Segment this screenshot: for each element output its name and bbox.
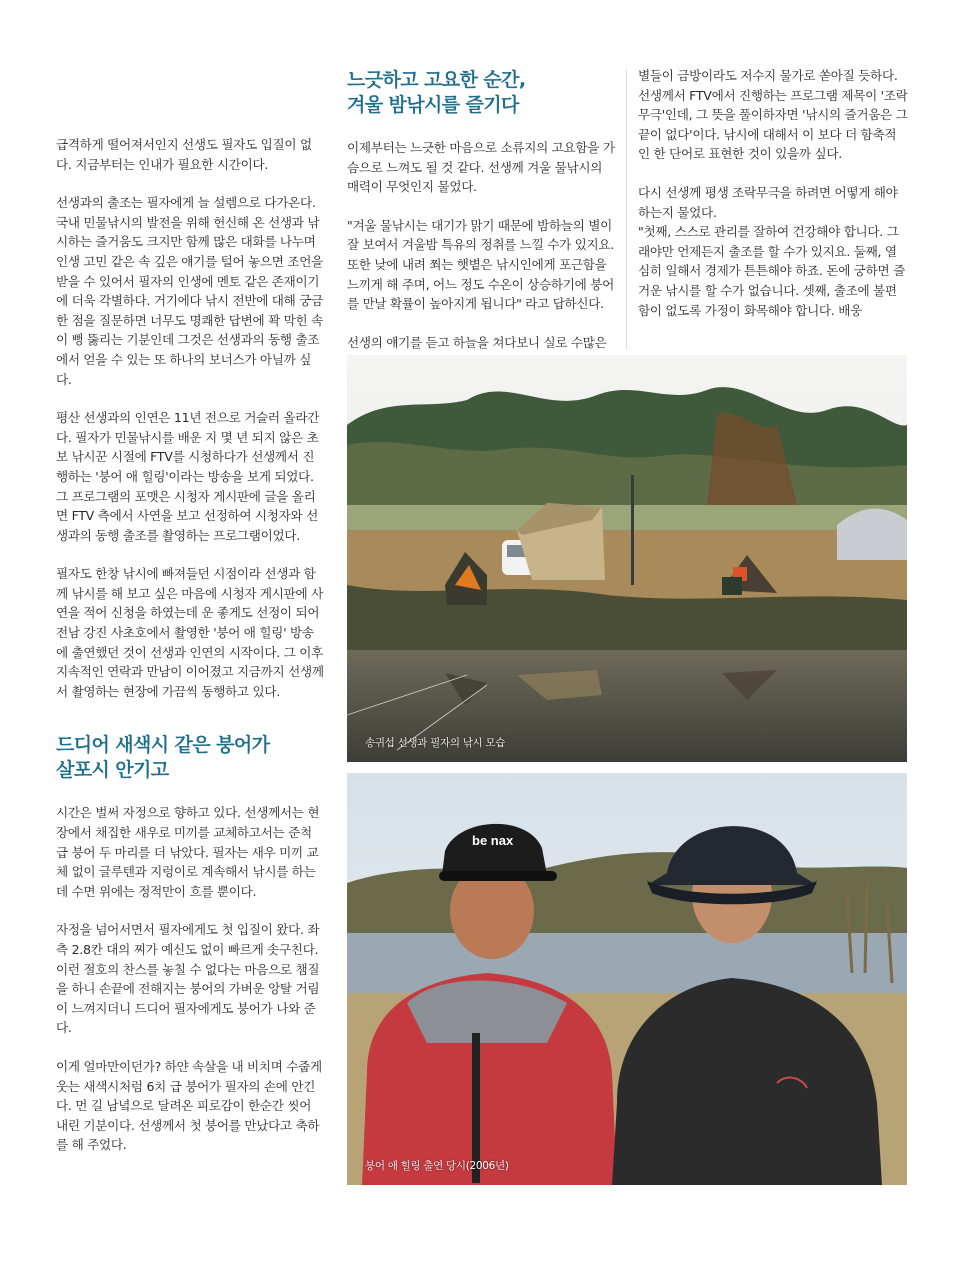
paragraph: 선생의 얘기를 듣고 하늘을 쳐다보니 실로 수많은: [347, 334, 607, 350]
fishing-scene-photo: [347, 355, 907, 762]
paragraph: 별들이 금방이라도 저수지 물가로 쏟아질 듯하다. 선생께서 FTV에서 진행하는 프로그램 제목이 '조락무극'인데, 그 뜻을 풀이하자면 '낚시의 즐거움은 그 끝이 없다'이다. 낚시에 대해서 이 보다 더 함축적인 한 단어로 표현한 것이 있을까 싶다.: [638, 68, 908, 162]
right-column: [638, 66, 908, 339]
paragraph: "첫째, 스스로 관리를 잘하여 건강해야 합니다. 그래야만 언제든지 출조를 할 수가 있지요. 둘째, 열심히 일해서 경제가 튼튼해야 하죠. 돈에 궁하면 즐거운 낚시를 할 수가 없습니다. 셋째, 출조에 불편함이 없도록 가정이 화목해야 합니다. 배웅: [638, 224, 905, 318]
heading-line: 드디어 새색시 같은 붕어가: [56, 734, 270, 757]
heading-line: 느긋하고 고요한 순간,: [347, 69, 526, 91]
middle-column: [347, 68, 615, 371]
paragraph: 필자도 한창 낚시에 빠져들던 시점이라 선생과 함께 낚시를 해 보고 싶은 마음에 시청자 게시판에 사연을 적어 신청을 하였는데 운 좋게도 선정이 되어 전남 강진 사초호에서 촬영한 '붕어 애 힐링' 방송에 출연했던 것이 선생과 인연의 시작이다. 그 이후 지속적인 연락과 만남이 이어졌고 지금까지 선생께서 촬영하는 현장에 가끔씩 동행하고 있다.: [56, 566, 324, 699]
paragraph: 다시 선생께 평생 조락무극을 하려면 어떻게 해야 하는지 물었다.: [638, 184, 898, 220]
column-divider: [626, 70, 627, 350]
paragraph: 이게 얼마만이던가? 하얀 속살을 내 비치며 수줍게 웃는 새색시처럼 6치 급 붕어가 필자의 손에 안긴다. 먼 길 남녘으로 달려온 피로감이 한순간 씻어 내린 기분이다. 선생께서 첫 붕어를 만났다고 축하를 해 주었다.: [56, 1058, 322, 1153]
paragraph: 평산 선생과의 인연은 11년 전으로 거슬러 올라간다. 필자가 민물낚시를 배운 지 몇 년 되지 않은 초보 낚시꾼 시절에 FTV를 시청하다가 선생께서 진행하는 '붕어 애 힐링'이라는 방송을 보게 되었다. 그 프로그램의 포맷은 시청자 게시판에 글을 올리면 FTV 측에서 사연을 보고 선정하여 시청자와 선생과의 동행 출조를 촬영하는 프로그램이었다.: [56, 410, 320, 543]
paragraph: 선생과의 출조는 필자에게 늘 설렘으로 다가온다. 국내 민물낚시의 발전을 위해 헌신해 온 선생과 낚시하는 즐거움도 크지만 함께 많은 대화를 나누며 인생 고민 같은 속 깊은 얘기를 털어 놓으면 조언을 받을 수 있어서 필자의 인생에 멘토 같은 존재이기에 더욱 각별하다. 거기에다 낚시 전반에 대해 궁금한 점을 질문하면 너무도 명쾌한 답변에 꽉 막힌 속이 뻥 뚫리는 기분인데 그것은 선생과의 동행 출조에서 얻을 수 있는 또 하나의 보너스가 아닐까 싶다.: [56, 195, 323, 387]
paragraph: 이제부터는 느긋한 마음으로 소류지의 고요함을 가슴으로 느껴도 될 것 같다. 선생께 겨울 물낚시의 매력이 무엇인지 물었다.: [347, 140, 615, 195]
heading-line: 겨울 밤낚시를 즐기다: [347, 94, 519, 116]
paragraph: "겨울 물낚시는 대기가 맑기 때문에 밤하늘의 별이 잘 보여서 겨울밤 특유의 정취를 느낄 수가 있지요. 또한 낮에 내려 쬐는 햇볕은 낚시인에게 포근함을 느끼게 해 주며, 어느 정도 수온이 상승하기에 붕어를 만날 확률이 높아지게 됩니다" 라고 답하신다.: [347, 217, 614, 312]
fishing-scene-image: [347, 355, 907, 762]
paragraph: 자정을 넘어서면서 필자에게도 첫 입질이 왔다. 좌측 2.8칸 대의 찌가 예신도 없이 빠르게 솟구친다. 이런 절호의 찬스를 놓칠 수 없다는 마음으로 챔질을 하니 손끝에 전해지는 붕어의 가벼운 앙탈 거림이 느껴지더니 드디어 필자에게도 붕어가 나와 준다.: [56, 922, 320, 1036]
paragraph: 급격하게 떨어져서인지 선생도 필자도 입질이 없다. 지금부터는 인내가 필요한 시간이다.: [56, 137, 312, 172]
heading-line: 살포시 안기고: [56, 759, 169, 782]
two-anglers-image: [347, 773, 907, 1185]
left-column: [56, 135, 324, 1174]
two-anglers-photo: [347, 773, 907, 1185]
section-heading: [347, 68, 615, 118]
cap-brand-text: be nax: [472, 833, 514, 848]
section-heading: [56, 733, 324, 783]
photo-caption: 붕어 애 힐링 출연 당시(2006년): [365, 1160, 509, 1172]
photo-caption: 송귀섭 선생과 필자의 낚시 모습: [365, 737, 506, 749]
paragraph: 시간은 벌써 자정으로 향하고 있다. 선생께서는 현장에서 채집한 새우로 미끼를 교체하고서는 준척 급 붕어 두 마리를 더 낚았다. 필자는 새우 미끼 교체 없이 글루텐과 지렁이로 계속해서 낚시를 하는데 수면 위에는 정적만이 흐를 뿐이다.: [56, 805, 320, 899]
